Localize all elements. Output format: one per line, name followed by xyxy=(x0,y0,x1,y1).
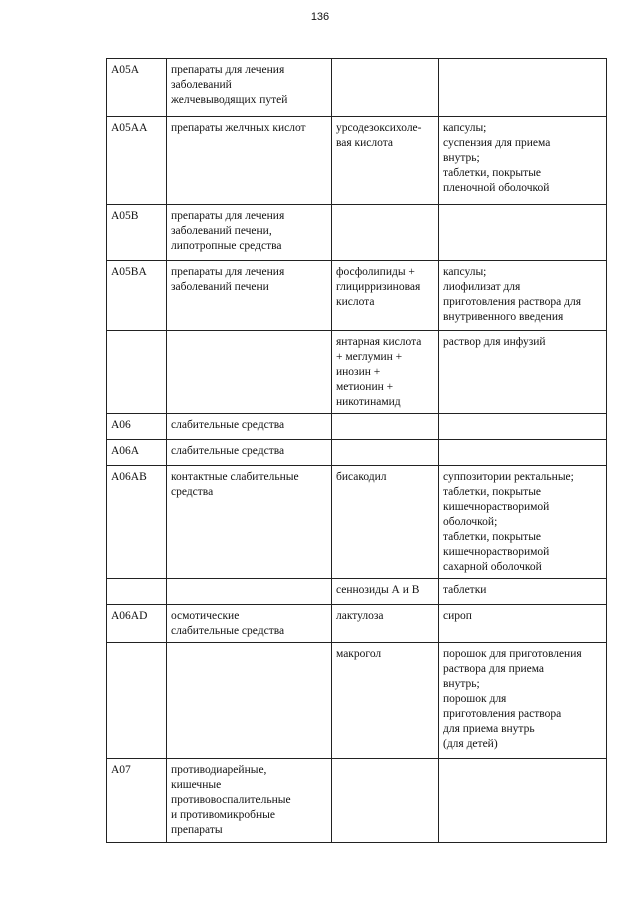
drug-name-cell xyxy=(332,331,439,414)
group-name-cell xyxy=(167,759,332,843)
cell-text-line: противодиарейные, xyxy=(171,764,267,776)
cell-text-line: препараты для лечения xyxy=(171,210,285,222)
cell-text-line: осмотические xyxy=(171,610,240,622)
cell-text-line: никотинамид xyxy=(336,396,401,408)
group-name-cell xyxy=(167,331,332,414)
table-row xyxy=(107,759,607,843)
table-row xyxy=(107,579,607,605)
group-name-cell xyxy=(167,205,332,261)
dosage-form-cell xyxy=(439,466,607,579)
atc-code-cell: A06 xyxy=(107,414,167,440)
cell-text-line: слабительные средства xyxy=(171,625,285,637)
cell-text-line: урсодезоксихоле- xyxy=(336,122,422,134)
cell-text-line: глицирризиновая xyxy=(336,281,421,293)
drug-name-cell xyxy=(332,440,439,466)
cell-text-line: внутрь; xyxy=(443,152,480,164)
group-name-cell xyxy=(167,414,332,440)
cell-text-line: заболеваний xyxy=(171,79,232,91)
cell-text-line: сироп xyxy=(443,610,472,622)
cell-text-line: лактулоза xyxy=(336,610,384,622)
cell-text-line: порошок для xyxy=(443,693,507,705)
cell-text-line: препараты для лечения xyxy=(171,266,285,278)
drug-name-cell xyxy=(332,414,439,440)
dosage-form-cell xyxy=(439,414,607,440)
cell-text-line: оболочкой; xyxy=(443,516,498,528)
cell-text-line: лиофилизат для xyxy=(443,281,521,293)
dosage-form-cell xyxy=(439,261,607,331)
group-name-cell xyxy=(167,579,332,605)
atc-code-cell: A06A xyxy=(107,440,167,466)
group-name-cell xyxy=(167,466,332,579)
drug-name-cell xyxy=(332,466,439,579)
cell-text-line: контактные слабительные xyxy=(171,471,299,483)
group-name-cell xyxy=(167,605,332,643)
dosage-form-cell xyxy=(439,440,607,466)
atc-code-cell: A05BA xyxy=(107,261,167,331)
cell-text-line: фосфолипиды + xyxy=(336,266,415,278)
cell-text-line: таблетки, покрытые xyxy=(443,486,542,498)
cell-text-line: суппозитории ректальные; xyxy=(443,471,574,483)
cell-text-line: заболеваний печени xyxy=(171,281,269,293)
table-row xyxy=(107,466,607,579)
group-name-cell xyxy=(167,59,332,117)
atc-code-cell xyxy=(107,579,167,605)
dosage-form-cell xyxy=(439,605,607,643)
group-name-cell xyxy=(167,261,332,331)
cell-text-line: пленочной оболочкой xyxy=(443,182,550,194)
cell-text-line: кишечнорастворимой xyxy=(443,546,550,558)
cell-text-line: раствора для приема xyxy=(443,663,545,675)
cell-text-line: препараты для лечения xyxy=(171,64,285,76)
cell-text-line: противовоспалительные xyxy=(171,794,291,806)
cell-text-line: слабительные средства xyxy=(171,445,285,457)
table-row xyxy=(107,117,607,205)
cell-text-line: макрогол xyxy=(336,648,382,660)
dosage-form-cell xyxy=(439,205,607,261)
cell-text-line: для приема внутрь xyxy=(443,723,535,735)
cell-text-line: заболеваний печени, xyxy=(171,225,272,237)
dosage-form-cell xyxy=(439,579,607,605)
cell-text-line: таблетки, покрытые xyxy=(443,531,542,543)
cell-text-line: таблетки, покрытые xyxy=(443,167,542,179)
atc-code-cell: A05B xyxy=(107,205,167,261)
table-row xyxy=(107,605,607,643)
cell-text-line: капсулы; xyxy=(443,122,487,134)
cell-text-line: липотропные средства xyxy=(171,240,282,252)
table-row xyxy=(107,440,607,466)
cell-text-line: средства xyxy=(171,486,214,498)
atc-code-cell: A05AA xyxy=(107,117,167,205)
table-row xyxy=(107,59,607,117)
cell-text-line: инозин + xyxy=(336,366,381,378)
cell-text-line: приготовления раствора для xyxy=(443,296,581,308)
table-row xyxy=(107,261,607,331)
cell-text-line: янтарная кислота xyxy=(336,336,422,348)
table-row xyxy=(107,205,607,261)
table-row xyxy=(107,331,607,414)
dosage-form-cell xyxy=(439,643,607,759)
page-number: 136 xyxy=(310,11,330,23)
cell-text-line: внутрь; xyxy=(443,678,480,690)
atc-code-cell: A07 xyxy=(107,759,167,843)
atc-code-cell: A06AB xyxy=(107,466,167,579)
dosage-form-cell xyxy=(439,59,607,117)
cell-text-line: кишечные xyxy=(171,779,222,791)
cell-text-line: + меглумин + xyxy=(336,351,403,363)
cell-text-line: сеннозиды А и В xyxy=(336,584,420,596)
drug-name-cell xyxy=(332,579,439,605)
cell-text-line: препараты желчных кислот xyxy=(171,122,306,134)
drug-name-cell xyxy=(332,605,439,643)
cell-text-line: и противомикробные xyxy=(171,809,275,821)
cell-text-line: метионин + xyxy=(336,381,394,393)
cell-text-line: порошок для приготовления xyxy=(443,648,582,660)
dosage-form-cell xyxy=(439,117,607,205)
drug-name-cell xyxy=(332,205,439,261)
cell-text-line: слабительные средства xyxy=(171,419,285,431)
drug-name-cell xyxy=(332,643,439,759)
cell-text-line: вая кислота xyxy=(336,137,394,149)
cell-text-line: приготовления раствора xyxy=(443,708,562,720)
group-name-cell xyxy=(167,440,332,466)
cell-text-line: капсулы; xyxy=(443,266,487,278)
cell-text-line: бисакодил xyxy=(336,471,387,483)
cell-text-line: препараты xyxy=(171,824,223,836)
table-row xyxy=(107,643,607,759)
dosage-form-cell xyxy=(439,331,607,414)
dosage-form-cell xyxy=(439,759,607,843)
cell-text-line: кислота xyxy=(336,296,375,308)
atc-code-cell: A05A xyxy=(107,59,167,117)
cell-text-line: (для детей) xyxy=(443,738,498,750)
cell-text-line: сахарной оболочкой xyxy=(443,561,542,573)
group-name-cell xyxy=(167,643,332,759)
atc-code-cell xyxy=(107,331,167,414)
drug-classification-table xyxy=(106,58,607,843)
cell-text-line: раствор для инфузий xyxy=(443,336,546,348)
group-name-cell xyxy=(167,117,332,205)
atc-code-cell: A06AD xyxy=(107,605,167,643)
drug-name-cell xyxy=(332,759,439,843)
cell-text-line: суспензия для приема xyxy=(443,137,551,149)
table-row xyxy=(107,414,607,440)
cell-text-line: внутривенного введения xyxy=(443,311,564,323)
cell-text-line: желчевыводящих путей xyxy=(171,94,288,106)
drug-name-cell xyxy=(332,261,439,331)
drug-name-cell xyxy=(332,117,439,205)
drug-name-cell xyxy=(332,59,439,117)
cell-text-line: кишечнорастворимой xyxy=(443,501,550,513)
cell-text-line: таблетки xyxy=(443,584,487,596)
atc-code-cell xyxy=(107,643,167,759)
